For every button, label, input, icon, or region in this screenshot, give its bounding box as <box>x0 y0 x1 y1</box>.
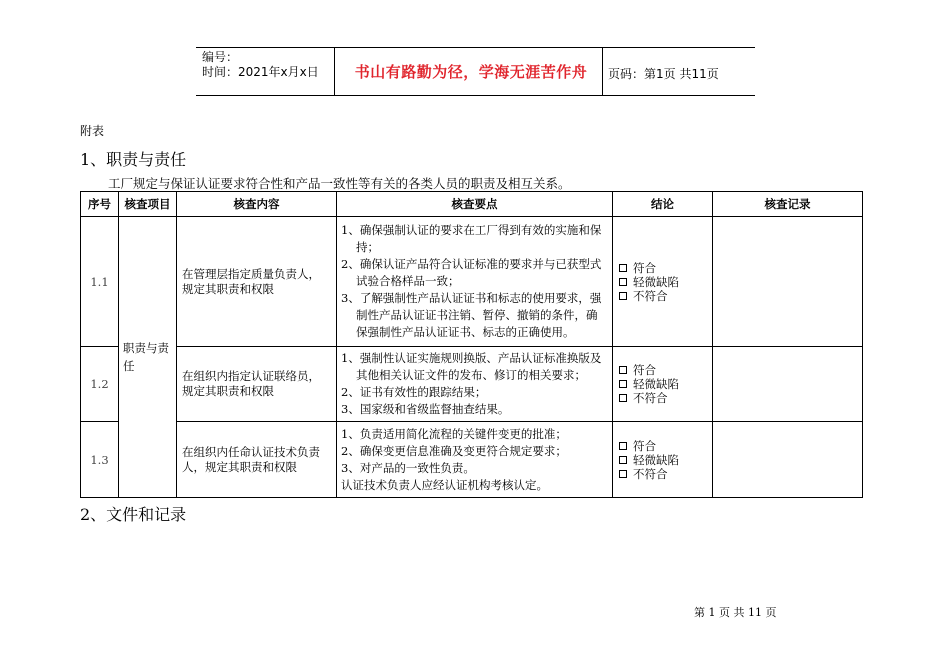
appendix-label: 附表 <box>80 124 105 138</box>
point-line: 2、确保认证产品符合认证标准的要求并与已获型式试验合格样品一致； <box>341 257 602 288</box>
column-header: 结论 <box>613 192 713 217</box>
row-number: 1.3 <box>81 422 119 498</box>
column-header: 核查项目 <box>119 192 177 217</box>
point-line: 1、负责适用简化流程的关键件变更的批准； <box>341 426 567 441</box>
inspection-item: 职责与责任 <box>119 217 177 498</box>
conclusion-cell <box>613 347 713 422</box>
checkbox-icon[interactable] <box>619 394 627 402</box>
point-line: 2、证书有效性的跟踪结果； <box>341 385 487 399</box>
document-header <box>196 47 755 96</box>
table-header-row <box>81 192 863 217</box>
header-top-rule <box>196 47 755 48</box>
inspection-points <box>337 422 613 498</box>
column-header: 核查记录 <box>713 192 863 217</box>
table-row <box>81 422 863 498</box>
conclusion-option[interactable]: 轻微缺陷 <box>619 453 712 467</box>
section-title: 2、文件和记录 <box>80 505 187 524</box>
conclusion-option[interactable]: 符合 <box>619 363 712 377</box>
point-line: 1、强制性认证实施规则换版、产品认证标准换版及其他相关认证文件的发布、修订的相关要求； <box>341 351 602 382</box>
inspection-points <box>337 347 613 422</box>
conclusion-option[interactable]: 轻微缺陷 <box>619 377 712 391</box>
point-line: 2、确保变更信息准确及变更符合规定要求； <box>341 443 567 458</box>
checkbox-icon[interactable] <box>619 278 627 286</box>
record-cell[interactable] <box>713 347 863 422</box>
inspection-content: 在组织内指定认证联络员，规定其职责和权限 <box>177 347 337 422</box>
checkbox-icon[interactable] <box>619 264 627 272</box>
conclusion-option[interactable]: 符合 <box>619 439 712 453</box>
section-intro: 工厂规定与保证认证要求符合性和产品一致性等有关的各类人员的职责及相互关系。 <box>108 176 571 191</box>
row-number: 1.1 <box>81 217 119 347</box>
checkbox-icon[interactable] <box>619 456 627 464</box>
header-motto: 书山有路勤为径，学海无涯苦作舟 <box>354 63 588 81</box>
record-cell[interactable] <box>713 422 863 498</box>
inspection-table <box>80 191 863 498</box>
checkbox-icon[interactable] <box>619 292 627 300</box>
header-time: 时间：2021年x月x日 <box>202 65 319 79</box>
page-footer: 第 1 页 共 11 页 <box>694 606 777 619</box>
point-line: 1、确保强制认证的要求在工厂得到有效的实施和保持； <box>341 223 602 254</box>
inspection-points <box>337 217 613 347</box>
checkbox-icon[interactable] <box>619 380 627 388</box>
section-title: 1、职责与责任 <box>80 150 187 169</box>
table-row <box>81 217 863 347</box>
header-divider <box>602 47 603 96</box>
conclusion-option[interactable]: 不符合 <box>619 391 712 405</box>
header-page: 页码：第1页 共11页 <box>608 67 719 81</box>
conclusion-option[interactable]: 符合 <box>619 261 712 275</box>
conclusion-cell <box>613 217 713 347</box>
column-header: 核查要点 <box>337 192 613 217</box>
header-number: 编号： <box>202 50 239 64</box>
inspection-content: 在管理层指定质量负责人，规定其职责和权限 <box>177 217 337 347</box>
checkbox-icon[interactable] <box>619 366 627 374</box>
header-info <box>202 50 319 80</box>
checkbox-icon[interactable] <box>619 442 627 450</box>
point-line: 认证技术负责人应经认证机构考核认定。 <box>341 477 548 492</box>
row-number: 1.2 <box>81 347 119 422</box>
column-header: 序号 <box>81 192 119 217</box>
inspection-content: 在组织内任命认证技术负责人，规定其职责和权限 <box>177 422 337 498</box>
conclusion-option[interactable]: 不符合 <box>619 467 712 481</box>
column-header: 核查内容 <box>177 192 337 217</box>
conclusion-cell <box>613 422 713 498</box>
point-line: 3、对产品的一致性负责。 <box>341 460 475 475</box>
record-cell[interactable] <box>713 217 863 347</box>
conclusion-option[interactable]: 轻微缺陷 <box>619 275 712 289</box>
point-line: 3、了解强制性产品认证证书和标志的使用要求，强制性产品认证证书注销、暂停、撤销的条件，确保强制性产品认证证书、标志的正确使用。 <box>341 291 602 339</box>
conclusion-option[interactable]: 不符合 <box>619 289 712 303</box>
point-line: 3、国家级和省级监督抽查结果。 <box>341 402 510 416</box>
header-bottom-rule <box>196 95 755 96</box>
table-row <box>81 347 863 422</box>
header-divider <box>334 47 335 96</box>
checkbox-icon[interactable] <box>619 470 627 478</box>
